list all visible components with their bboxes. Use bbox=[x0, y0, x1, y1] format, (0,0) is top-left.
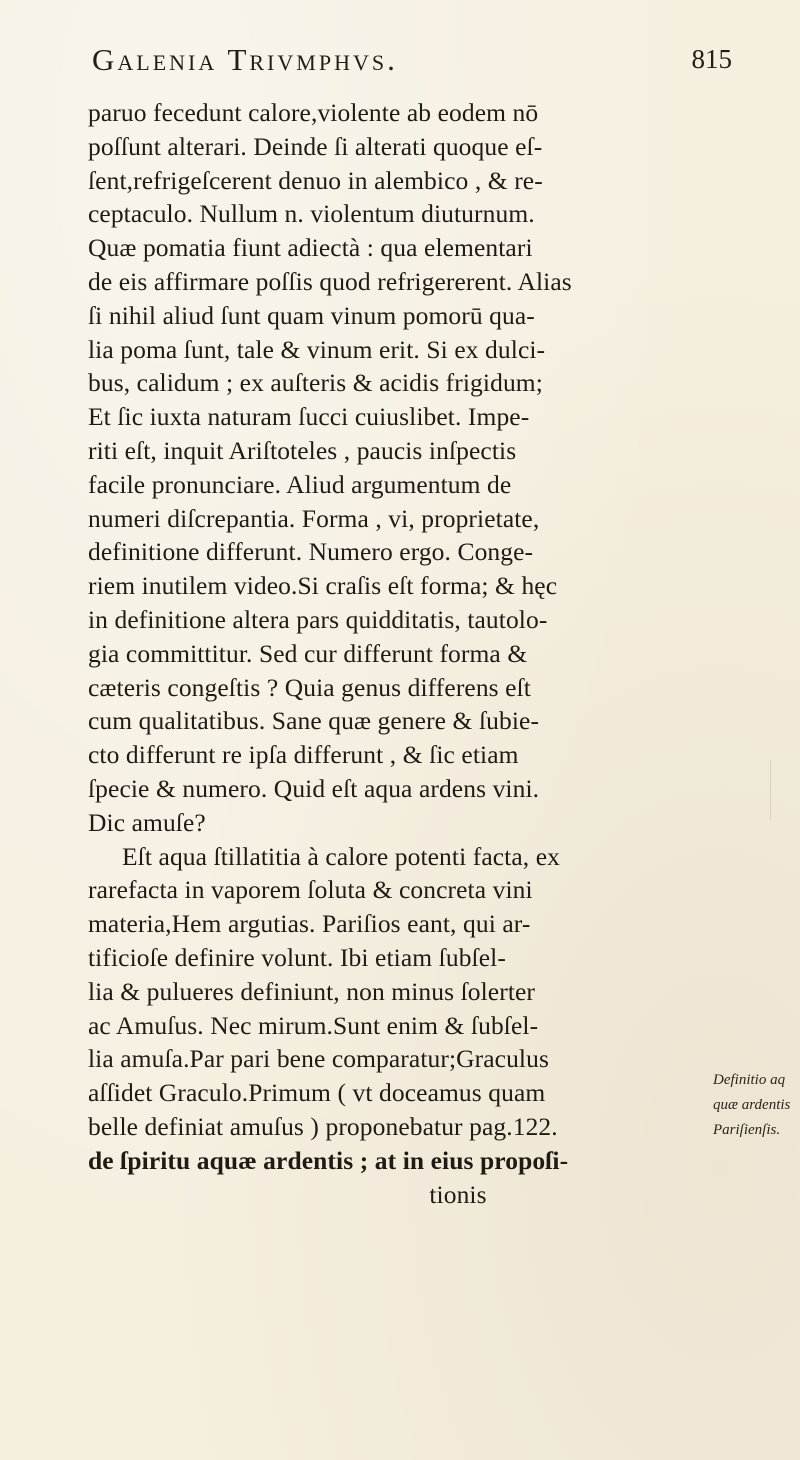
text-line: aſſidet Graculo.Primum ( vt doceamus quam bbox=[88, 1078, 546, 1108]
marginal-note-line: quæ ardentis bbox=[713, 1097, 791, 1113]
text-line: Dic amuſe? bbox=[88, 807, 206, 837]
marginal-note bbox=[713, 1068, 799, 1143]
text-line: cum qualitatibus. Sane quæ genere & ſubie- bbox=[88, 706, 540, 736]
text-line: lia poma ſunt, tale & vinum erit. Si ex dulci- bbox=[88, 334, 546, 364]
text-line: rarefacta in vaporem ſoluta & concreta vini bbox=[88, 875, 533, 905]
text-line: paruo fecedunt calore,violente ab eodem nō bbox=[88, 98, 539, 127]
marginal-note-line: Pariſienſis. bbox=[713, 1122, 781, 1138]
text-line: Quæ pomatia fiunt adiectà : qua elementari bbox=[88, 233, 533, 263]
text-line: ſent,refrigeſcerent denuo in alembico , & re- bbox=[88, 165, 543, 195]
text-line: bus, calidum ; ex auſteris & acidis frigidum; bbox=[88, 368, 543, 398]
text-line: de eis affirmare poſſis quod refrigererent. Alias bbox=[88, 266, 572, 296]
text-line: facile pronunciare. Aliud argumentum de bbox=[88, 469, 512, 499]
main-text bbox=[88, 96, 708, 1211]
text-line: tificioſe definire volunt. Ibi etiam ſubſel- bbox=[88, 942, 506, 972]
text-line: Eſt aqua ſtillatitia à calore potenti facta, ex bbox=[122, 841, 561, 871]
text-line: ſi nihil aliud ſunt quam vinum pomorū qua- bbox=[88, 300, 535, 330]
text-line: ceptaculo. Nullum n. violentum diuturnum. bbox=[88, 199, 535, 229]
page-number: 815 bbox=[691, 44, 732, 74]
text-line: materia,Hem argutias. Pariſios eant, qui ar- bbox=[88, 909, 531, 939]
text-line: ac Amuſus. Nec mirum.Sunt enim & ſubſel- bbox=[88, 1010, 539, 1040]
text-line: cto differunt re ipſa differunt , & ſic etiam bbox=[88, 740, 519, 770]
text-line: riti eſt, inquit Ariſtoteles , paucis inſpectis bbox=[88, 435, 517, 465]
text-line: de ſpiritu aquæ ardentis ; at in eius propoſi- bbox=[88, 1145, 569, 1175]
text-line: cæteris congeſtis ? Quia genus differens eſt bbox=[88, 672, 531, 702]
running-head: Galenia Trivmphvs. bbox=[92, 42, 398, 77]
text-line: Et ſic iuxta naturam ſucci cuiuslibet. Impe- bbox=[88, 402, 530, 432]
text-line: numeri diſcrepantia. Forma , vi, proprietate, bbox=[88, 503, 540, 533]
text-line: belle definiat amuſus ) proponebatur pag.122. bbox=[88, 1111, 558, 1141]
text-line: riem inutilem video.Si craſis eſt forma; & hęc bbox=[88, 571, 558, 601]
marginal-note-line: Definitio aq bbox=[713, 1072, 786, 1088]
text-line: in definitione altera pars quidditatis, tautolo- bbox=[88, 604, 548, 634]
text-line: definitione differunt. Numero ergo. Conge- bbox=[88, 537, 534, 567]
catchword: tionis bbox=[429, 1179, 487, 1209]
page-header bbox=[92, 42, 732, 90]
text-line: gia committitur. Sed cur differunt forma & bbox=[88, 638, 528, 668]
text-line: lia & pulueres definiunt, non minus ſolerter bbox=[88, 976, 536, 1006]
text-line: lia amuſa.Par pari bene comparatur;Graculus bbox=[88, 1044, 549, 1074]
text-line: poſſunt alterari. Deinde ſi alterati quoque eſ- bbox=[88, 131, 543, 161]
paper-crease bbox=[770, 760, 799, 820]
text-line: ſpecie & numero. Quid eſt aqua ardens vini. bbox=[88, 773, 540, 803]
